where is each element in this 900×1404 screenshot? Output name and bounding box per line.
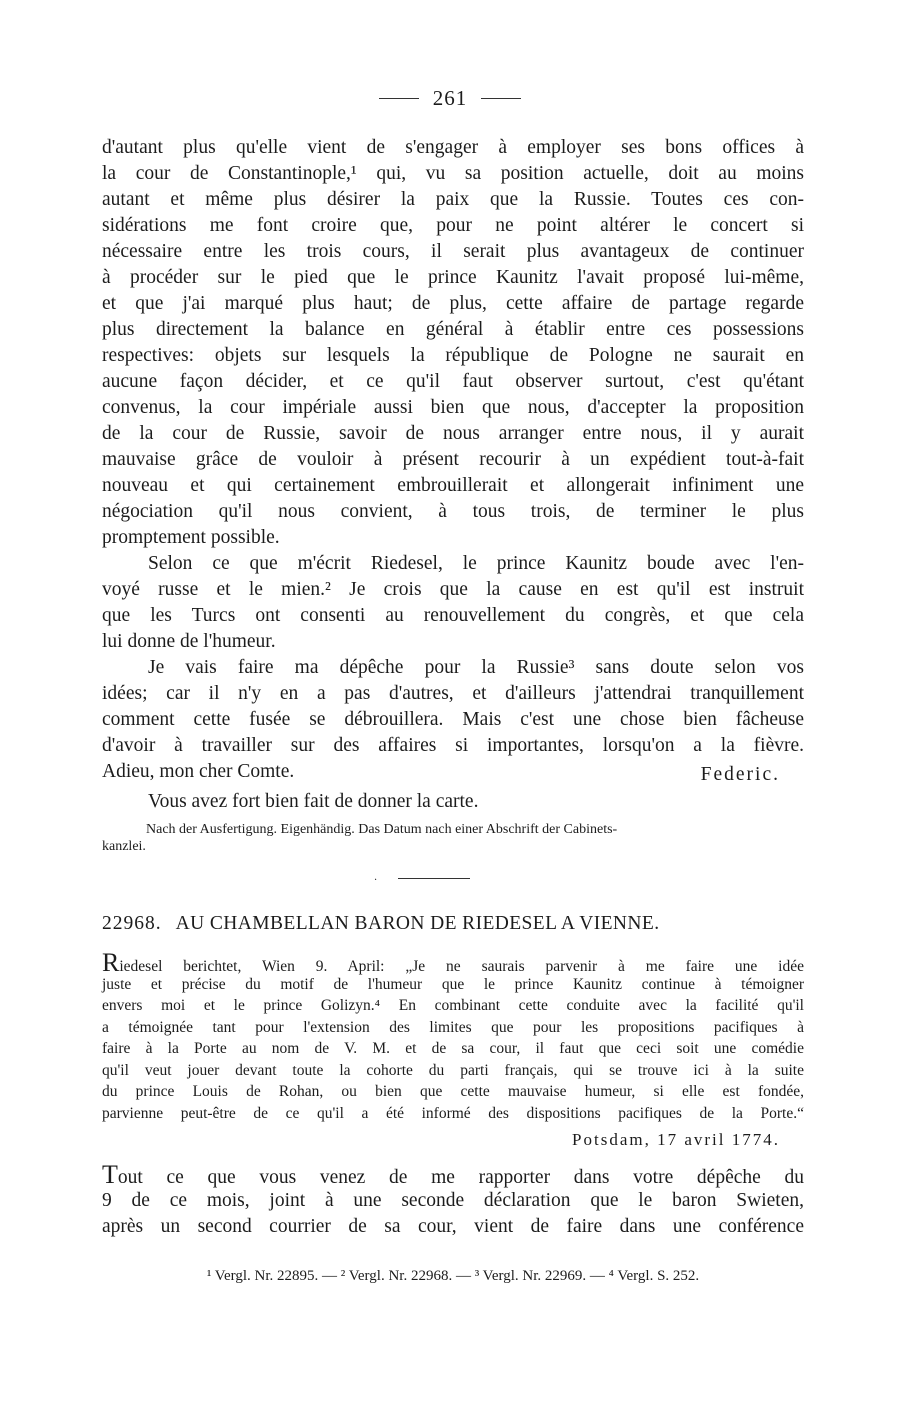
source-note-line: Nach der Ausfertigung. Eigenhändig. Das Datum nach einer Abschrift der Cabinets- [146, 822, 618, 837]
text-line: 9 de ce mois, joint à une seconde déclaration que le baron Swieten, [102, 1190, 804, 1211]
text-line: idées; car il n'y en a pas d'autres, et d'ailleurs j'attendrai tranquillement [102, 683, 804, 704]
text-line: d'autant plus qu'elle vient de s'engager à employer ses bons offices à [102, 137, 804, 158]
letter-summary [102, 948, 804, 1124]
summary-line: faire à la Porte au nom de V. M. et de sa cour, il faut que ceci soit une comédie [102, 1040, 804, 1057]
summary-line: a témoignée tant pour l'extension des limites que pour les propositions pacifiques à [102, 1018, 804, 1036]
section-separator [398, 878, 470, 879]
text-line: que les Turcs ont consenti au renouvellement du congrès, et que cela [102, 605, 804, 626]
page-number: 261 [432, 86, 468, 110]
signature: Federic. [700, 764, 780, 785]
summary-line: envers moi et le prince Golizyn.⁴ En combinant cette conduite avec la facilité qu'il [102, 997, 804, 1014]
text-line: aucune façon décider, et ce qu'il faut observer surtout, c'est qu'étant [102, 371, 804, 392]
summary-line: Riedesel berichtet, Wien 9. April: „Je ne saurais parvenir à me faire une idée [102, 948, 804, 977]
postscript-block [102, 789, 804, 815]
letter-body [102, 1162, 804, 1240]
text-line: voyé russe et le mien.² Je crois que la cause en est qu'il est instruit [102, 579, 804, 600]
text-line: de la cour de Russie, savoir de nous arranger entre nous, il y aurait [102, 423, 804, 444]
text-line: sidérations me font croire que, pour ne point altérer le concert si [102, 215, 804, 236]
text-line: comment cette fusée se débrouillera. Mais c'est une chose bien fâcheuse [102, 709, 804, 730]
text-line: à procéder sur le pied que le prince Kaunitz l'avait proposé lui-même, [102, 267, 804, 288]
text-line: Je vais faire ma dépêche pour la Russie³ sans doute selon vos [148, 657, 804, 678]
postscript: Vous avez fort bien fait de donner la carte. [148, 791, 479, 812]
text-line: et que j'ai marqué plus haut; de plus, cette affaire de partage regarde [102, 293, 804, 314]
text-line: la cour de Constantinople,¹ qui, vu sa position actuelle, doit au moins [102, 163, 804, 184]
header-rule-left [379, 98, 419, 99]
letter-heading [102, 913, 804, 935]
header-rule-right [481, 98, 521, 99]
text-line: mauvaise grâce de vouloir à présent recourir à un expédient tout-à-fait [102, 449, 804, 470]
source-note-line: kanzlei. [102, 839, 146, 854]
text-line: autant et même plus désirer la paix que la Russie. Toutes ces con- [102, 189, 804, 210]
page-header [0, 86, 900, 111]
closing-line [102, 759, 804, 785]
text-line: d'avoir à travailler sur des affaires si importantes, lorsqu'on a la fièvre. [102, 735, 804, 756]
text-line: Selon ce que m'écrit Riedesel, le prince Kaunitz boude avec l'en- [148, 553, 804, 574]
letter-number: 22968. [102, 913, 162, 934]
text-line: plus directement la balance en général à établir entre ces possessions [102, 319, 804, 340]
text-line: négociation qu'il nous convient, à tous trois, de terminer le plus [102, 501, 804, 522]
text-line: respectives: objets sur lesquels la république de Pologne ne saurait en [102, 345, 804, 366]
source-note [102, 821, 804, 855]
body-initial: T [102, 1160, 118, 1189]
text-line: Tout ce que vous venez de me rapporter dans votre dépêche du [102, 1160, 804, 1189]
summary-line: juste et précise du motif de l'humeur que le prince Kaunitz continue à témoigner [102, 975, 804, 993]
text-line: après un second courrier de sa cour, vient de faire dans une conférence [102, 1216, 804, 1237]
footnotes: ¹ Vergl. Nr. 22895. — ² Vergl. Nr. 22968. — ³ Vergl. Nr. 22969. — ⁴ Vergl. S. 252. [206, 1268, 700, 1284]
text-line: convenus, la cour impériale aussi bien que nous, d'accepter la proposition [102, 397, 804, 418]
closing: Adieu, mon cher Comte. [102, 761, 295, 782]
dateline: Potsdam, 17 avril 1774. [572, 1130, 780, 1149]
text-line: nouveau et qui certainement embrouillerait et allongerait infiniment une [102, 475, 804, 496]
text-line: lui donne de l'humeur. [102, 631, 276, 652]
text-line: nécessaire entre les trois cours, il serait plus avantageux de continuer [102, 241, 804, 262]
summary-line: du prince Louis de Rohan, ou bien que cette mauvaise humeur, si elle est fondée, [102, 1083, 804, 1100]
letter-continuation-body [102, 135, 804, 785]
summary-line: qu'il veut jouer devant toute la cohorte du parti français, qui se trouve ici à la suite [102, 1061, 804, 1079]
summary-line: parvienne peut-être de ce qu'il a été informé des dispositions pacifiques de la Porte.“ [102, 1104, 804, 1122]
separator-dot: . [374, 872, 378, 883]
summary-initial: R [102, 948, 120, 977]
text-line: promptement possible. [102, 527, 280, 548]
letter-title: AU CHAMBELLAN BARON DE RIEDESEL A VIENNE. [175, 913, 660, 934]
